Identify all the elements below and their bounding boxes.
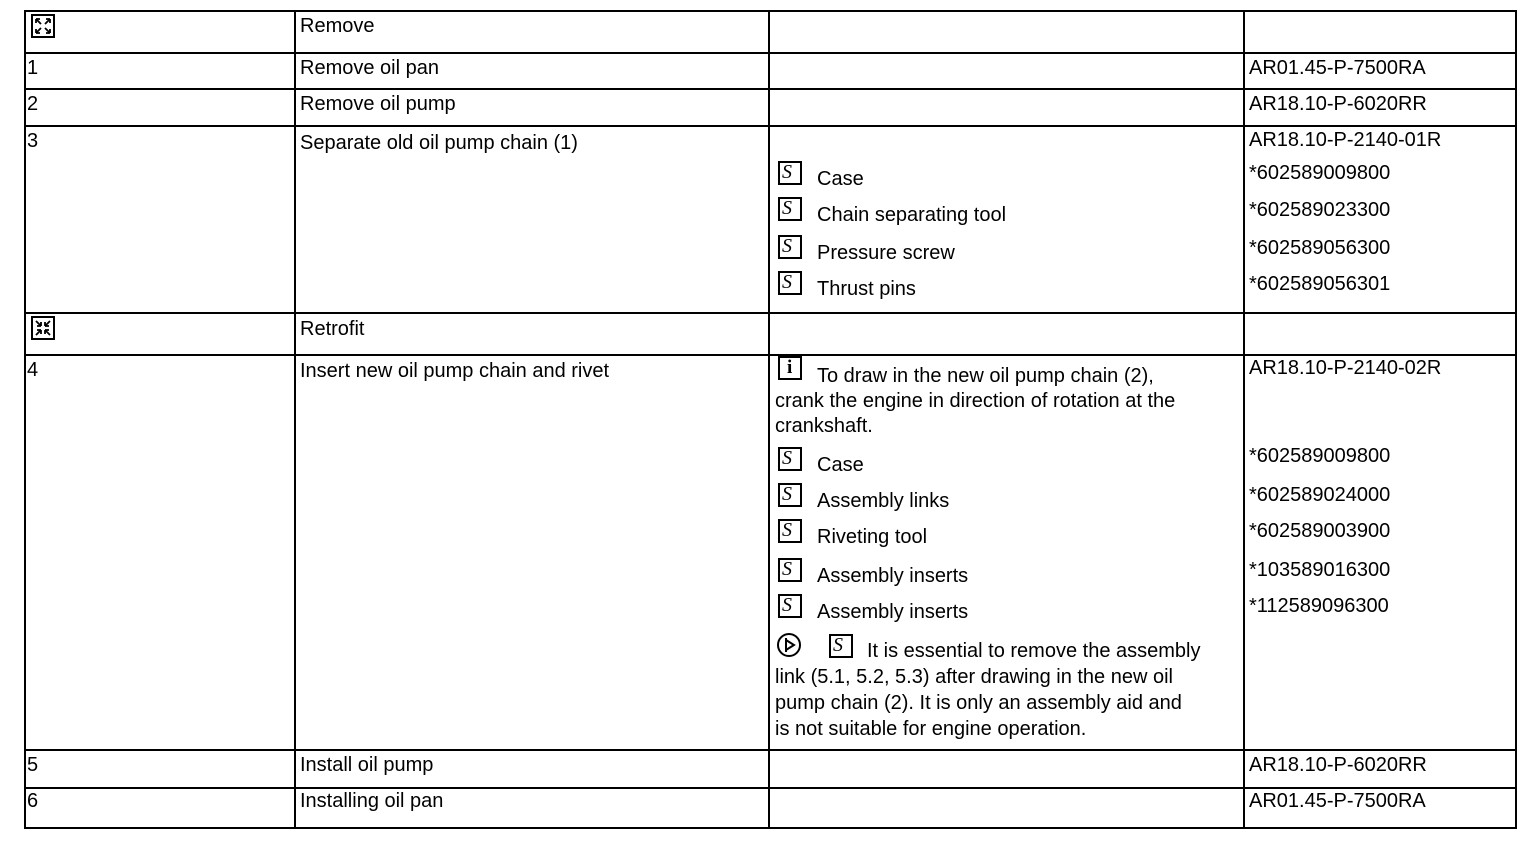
step-number: 4: [27, 359, 39, 381]
info-note-line: To draw in the new oil pump chain (2),: [817, 365, 1154, 387]
tool-number[interactable]: *602589056301: [1249, 273, 1391, 295]
special-tool-icon: S: [778, 197, 802, 221]
table-border-bottom: [24, 827, 1517, 829]
row-divider: [24, 52, 1517, 54]
column-divider: [1243, 10, 1245, 829]
row-divider: [24, 312, 1517, 314]
tool-number[interactable]: *602589009800: [1249, 162, 1391, 184]
special-tool-icon: S: [778, 447, 802, 471]
column-divider: [768, 10, 770, 829]
tool-name: Assembly inserts: [817, 565, 969, 587]
step-text: Install oil pump: [300, 754, 434, 776]
column-divider: [1515, 10, 1517, 829]
tool-name: Thrust pins: [817, 278, 916, 300]
warning-note-line: It is essential to remove the assembly: [867, 640, 1201, 662]
reference-link[interactable]: AR01.45-P-7500RA: [1249, 57, 1426, 79]
table-border-top: [24, 10, 1517, 12]
info-note-line: crank the engine in direction of rotation at the: [775, 390, 1176, 412]
tool-number[interactable]: *103589016300: [1249, 559, 1391, 581]
reference-link[interactable]: AR18.10-P-6020RR: [1249, 93, 1427, 115]
reference-link[interactable]: AR01.45-P-7500RA: [1249, 790, 1426, 812]
special-tool-icon: S: [778, 483, 802, 507]
special-tool-icon: S: [778, 594, 802, 618]
info-icon: i: [778, 356, 802, 380]
tool-name: Case: [817, 454, 864, 476]
compress-icon: [31, 316, 55, 340]
special-tool-icon: S: [778, 235, 802, 259]
column-divider: [294, 10, 296, 829]
reference-link[interactable]: AR18.10-P-2140-01R: [1249, 129, 1442, 151]
warning-note-line: pump chain (2). It is only an assembly aid and: [775, 692, 1182, 714]
special-tool-icon: S: [829, 634, 853, 658]
info-note-line: crankshaft.: [775, 415, 873, 437]
tool-name: Assembly links: [817, 490, 950, 512]
tool-name: Case: [817, 168, 864, 190]
step-number: 1: [27, 57, 39, 79]
tool-number[interactable]: *602589024000: [1249, 484, 1391, 506]
section-label-retrofit: Retrofit: [300, 318, 365, 340]
step-number: 5: [27, 754, 39, 776]
step-number: 3: [27, 130, 39, 152]
column-divider: [24, 10, 26, 829]
row-divider: [24, 88, 1517, 90]
warning-note-line: link (5.1, 5.2, 5.3) after drawing in the new oil: [775, 666, 1173, 688]
step-number: 6: [27, 790, 39, 812]
special-tool-icon: S: [778, 161, 802, 185]
tool-number[interactable]: *602589056300: [1249, 237, 1391, 259]
row-divider: [24, 749, 1517, 751]
step-text: Installing oil pan: [300, 790, 444, 812]
reference-link[interactable]: AR18.10-P-2140-02R: [1249, 357, 1442, 379]
step-text: Remove oil pump: [300, 93, 456, 115]
tool-number[interactable]: *602589003900: [1249, 520, 1391, 542]
step-text: Separate old oil pump chain (1): [300, 132, 578, 154]
tool-number[interactable]: *602589009800: [1249, 445, 1391, 467]
section-label-remove: Remove: [300, 15, 375, 37]
step-text: Insert new oil pump chain and rivet: [300, 360, 610, 382]
special-tool-icon: S: [778, 271, 802, 295]
expand-icon: [31, 14, 55, 38]
step-text: Remove oil pan: [300, 57, 439, 79]
tool-number[interactable]: *112589096300: [1249, 595, 1389, 617]
tool-name: Pressure screw: [817, 242, 955, 264]
warning-icon: [776, 632, 802, 658]
special-tool-icon: S: [778, 558, 802, 582]
tool-name: Chain separating tool: [817, 204, 1007, 226]
tool-number[interactable]: *602589023300: [1249, 199, 1391, 221]
tool-name: Riveting tool: [817, 526, 928, 548]
step-number: 2: [27, 93, 39, 115]
tool-name: Assembly inserts: [817, 601, 969, 623]
special-tool-icon: S: [778, 519, 802, 543]
row-divider: [24, 125, 1517, 127]
reference-link[interactable]: AR18.10-P-6020RR: [1249, 754, 1427, 776]
warning-note-line: is not suitable for engine operation.: [775, 718, 1087, 740]
